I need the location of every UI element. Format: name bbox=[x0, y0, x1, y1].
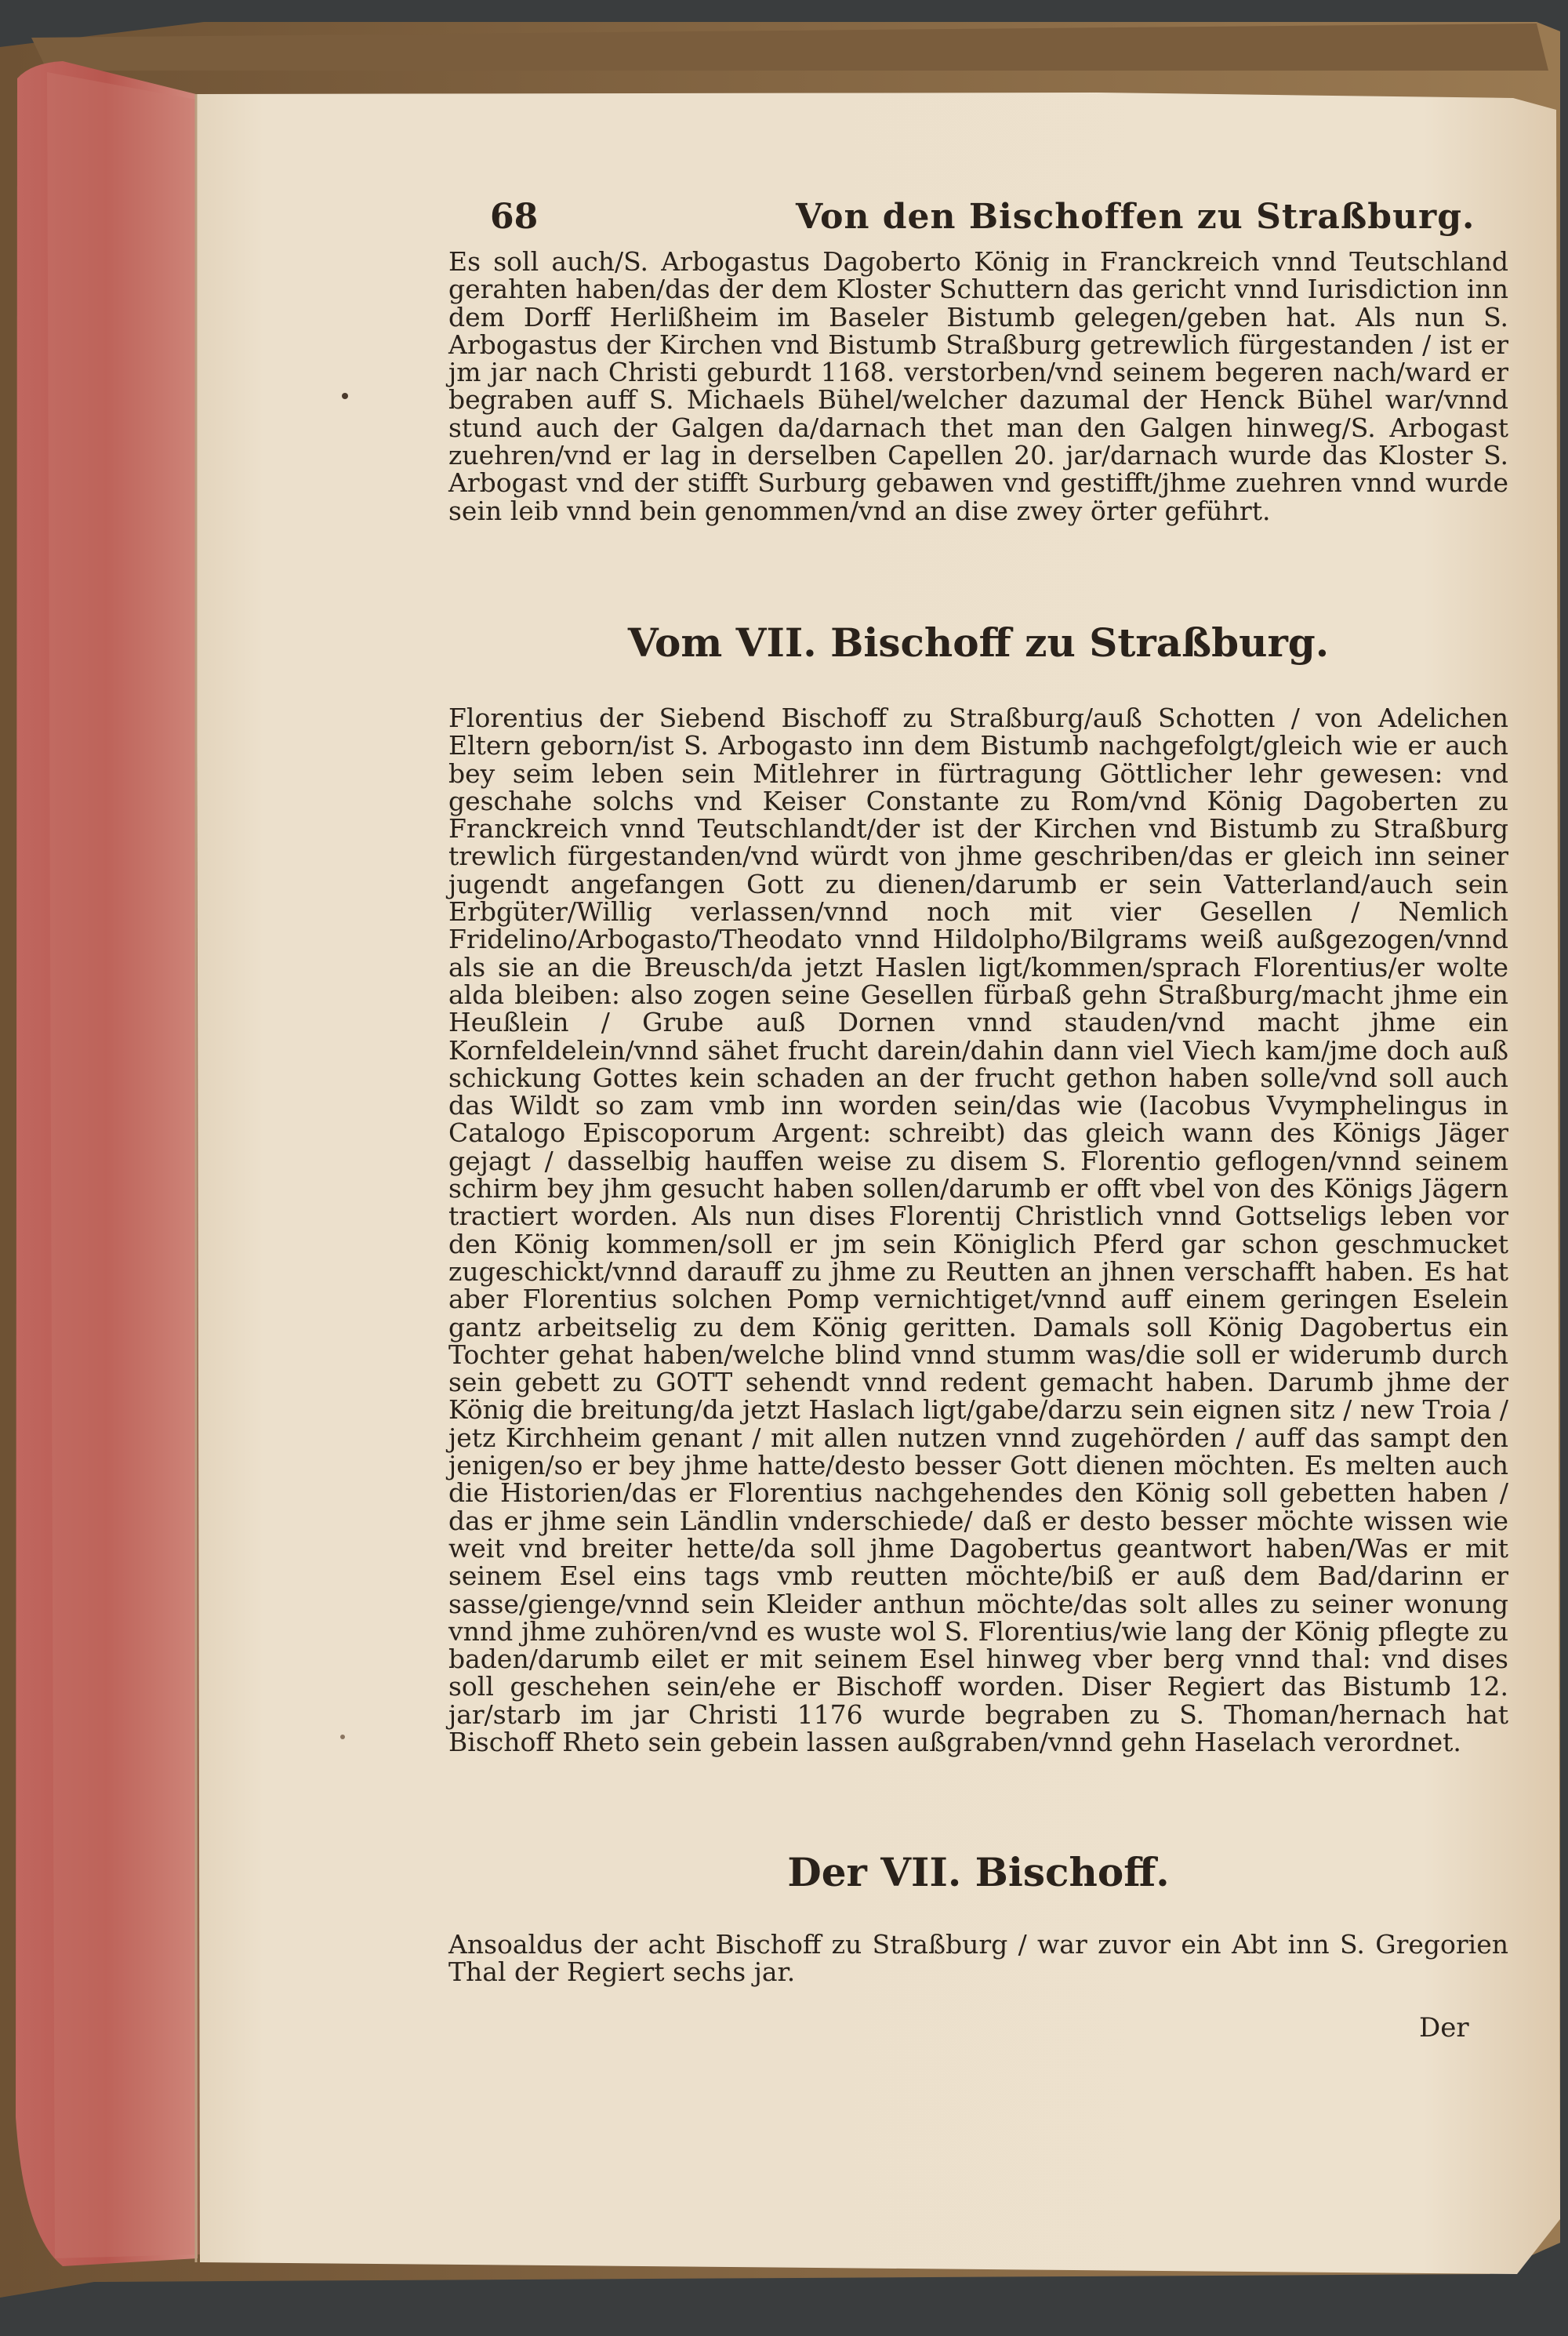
text-block-1 bbox=[448, 248, 1508, 550]
paragraph: Es soll auch/S. Arbogastus Dagoberto König in Franckreich vnnd Teutschland gerahten haben/das der dem Kloster Schuttern das gericht vnnd Iurisdiction inn dem Dorff Herlißheim im Baseler Bistumb gelegen/geben hat. Als nun S. Arbogastus der Kirchen vnd Bistumb Straßburg getrewlich fürgestanden / ist er jm jar nach Christi geburdt 1168. verstorben/vnd seinem begeren nach/ward er begraben auff S. Michaels Bühel/welcher dazumal der Henck Bühel war/vnnd stund auch der Galgen da/darnach thet man den Galgen hinweg/S. Arbogast zuehren/vnd er lag in derselben Capellen 20. jar/darnach wurde das Kloster S. Arbogast vnd der stifft Surburg gebawen vnd gestifft/jhme zuehren vnnd wurde sein leib vnnd bein genommen/vnd an dise zwey örter geführt. bbox=[448, 246, 1508, 526]
page-number: 68 bbox=[490, 197, 539, 237]
section-heading: Der VII. Bischoff. bbox=[787, 1849, 1170, 1895]
running-head: Von den Bischoffen zu Straßburg. bbox=[796, 197, 1475, 237]
page-block-edge bbox=[16, 61, 200, 2266]
catchword: Der bbox=[1419, 2012, 1469, 2044]
paragraph: Florentius der Siebend Bischoff zu Straßburg/auß Schotten / von Adelichen Eltern geborn/ist S. Arbogasto inn dem Bistumb nachgefolgt/gleich wie er auch bey seim leben sein Mitlehrer in fürtragung Göttlicher lehr gewesen: vnd geschahe solchs vnd Keiser Constante zu Rom/vnd König Dagoberten zu Franckreich vnnd Teutschlandt/der ist der Kirchen vnd Bistumb zu Straßburg trewlich fürgestanden/vnd würdt von jhme geschriben/das er gleich inn seiner jugendt angefangen Gott zu dienen/darumb er sein Vatterland/auch sein Erbgüter/Willig verlassen/vnnd noch mit vier Gesellen / Nemlich Fridelino/Arbogasto/Theodato vnnd Hildolpho/Bilgrams weiß außgezogen/vnnd als sie an die Breusch/da jetzt Haslen ligt/kommen/sprach Florentius/er wolte alda bleiben: also zogen seine Gesellen fürbaß gehn Straßburg/macht jhme ein Heußlein / Grube auß Dornen vnnd stauden/vnd macht jhme ein Kornfeldelein/vnnd sähet frucht darein/dahin dann viel Viech kam/jme doch auß schickung Gottes kein schaden an der frucht gethon haben solle/vnd soll auch das Wildt so zam vmb inn worden sein/das wie (Iacobus Vvymphelingus in Catalogo Episcoporum Argent: schreibt) das gleich wann des Königs Jäger gejagt / dasselbig hauffen weise zu disem S. Florentio geflogen/vnnd seinem schirm bey jhm gesucht haben sollen/darumb er offt vbel von des Königs Jägern tractiert worden. Als nun dises Florentij Christlich vnnd Gottseligs leben vor den König kommen/soll er jm sein Königlich Pferd gar schon geschmucket zugeschickt/vnnd darauff zu jhme zu Reutten an jhnen verschafft haben. Es hat aber Florentius solchen Pomp vernichtiget/vnnd auff einem geringen Eselein gantz arbeitselig zu dem König geritten. Damals soll König Dagobertus ein Tochter gehat haben/welche blind vnnd stumm was/die soll er widerumb durch sein gebett zu GOTT sehendt vnnd redent gemacht haben. Darumb jhme der König die breitung/da jetzt Haslach ligt/gabe/darzu sein eignen sitz / new Troia / jetz Kirchheim genant / mit allen nutzen vnnd zugehörden / auff das sampt den jenigen/so er bey jhme hatte/desto besser Gott dienen möchten. Es melten auch die Historien/das er Florentius nachgehendes den König soll gebetten haben / das er jhme sein Ländlin vnderschiede/ daß er desto besser möchte wissen wie weit vnd breiter hette/da soll jhme Dagobertus geantwort haben/Was er mit seinem Esel eins tags vmb reutten möchte/biß er auß dem Bad/darinn er sasse/gienge/vnnd sein Kleider anthun möchte/das solt alles zu seiner wonung vnnd jhme zuhören/vnd es wuste wol S. Florentius/wie lang der König pflegte zu baden/darumb eilet er mit seinem Esel hinweg vber berg vnnd thal: vnd dises soll geschehen sein/ehe er Bischoff worden. Diser Regiert das Bistumb 12. jar/starb im jar Christi 1176 wurde begraben zu S. Thoman/hernach hat Bischoff Rheto sein gebein lassen außgraben/vnnd gehn Haselach verordnet. bbox=[448, 703, 1508, 1757]
page-header bbox=[490, 190, 1497, 245]
text-block-2 bbox=[448, 704, 1508, 1816]
paragraph: Ansoaldus der acht Bischoff zu Straßburg / war zuvor ein Abt inn S. Gregorien Thal der Regiert sechs jar. bbox=[448, 1929, 1508, 1988]
text-block-3 bbox=[448, 1931, 1508, 1990]
chapter-heading: Vom VII. Bischoff zu Straßburg. bbox=[627, 619, 1330, 666]
